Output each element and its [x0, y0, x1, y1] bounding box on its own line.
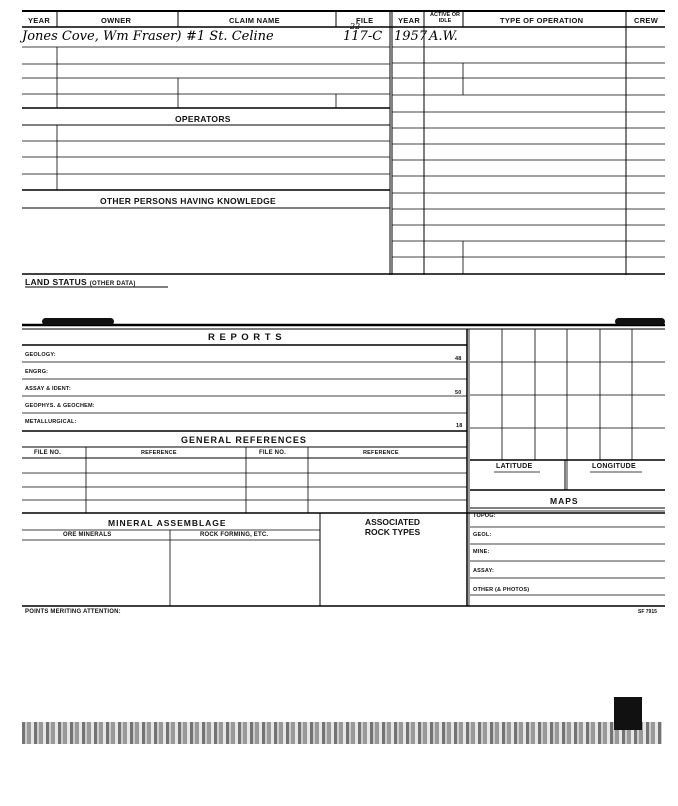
year-entry: 1957 [394, 29, 428, 44]
report-assay: ASSAY & IDENT: [25, 386, 71, 392]
other-persons-heading: OTHER PERSONS HAVING KNOWLEDGE [100, 196, 277, 206]
report-geophys: GEOPHYS. & GEOCHEM: [25, 403, 95, 409]
col-claim-name: CLAIM NAME [229, 16, 280, 25]
latitude-label: LATITUDE [496, 463, 533, 470]
maps-topog: TOPOG: [473, 513, 496, 519]
ref-col-file-no-2: FILE NO. [259, 450, 286, 456]
report-metallurgical: METALLURGICAL: [25, 419, 77, 425]
col-owner: OWNER [101, 16, 132, 25]
rock-forming-label: ROCK FORMING, ETC. [200, 532, 269, 538]
claim-entry: #1 St. Celine [186, 29, 274, 44]
mineral-assemblage-heading: MINERAL ASSEMBLAGE [108, 518, 227, 528]
file-entry: 117-C [343, 29, 383, 44]
maps-mine: MINE: [473, 549, 490, 555]
report-geology-num: 48 [455, 356, 462, 362]
maps-other: OTHER (& PHOTOS) [473, 587, 530, 593]
general-references-heading: GENERAL REFERENCES [181, 435, 307, 445]
scan-smudge [42, 318, 114, 325]
col-year-2: YEAR [398, 16, 421, 25]
col-type-of-operation: TYPE OF OPERATION [500, 16, 584, 25]
reports-heading: R E P O R T S [208, 332, 283, 343]
ref-col-file-no-1: FILE NO. [34, 450, 61, 456]
form-code: SF 7915 [638, 609, 657, 615]
report-geology: GEOLOGY: [25, 352, 56, 358]
active-entry: A.W. [429, 29, 458, 44]
land-status-heading [25, 277, 136, 287]
scan-smudge [615, 318, 665, 325]
longitude-label: LONGITUDE [592, 463, 636, 470]
ref-col-reference-2: REFERENCE [363, 450, 399, 456]
ref-col-reference-1: REFERENCE [141, 450, 177, 456]
col-crew: CREW [634, 16, 659, 25]
col-file: FILE [356, 16, 374, 25]
associated-rock-types-heading: ASSOCIATED ROCK TYPES [364, 517, 421, 537]
report-metallurgical-num: 18 [456, 423, 463, 429]
file-above-entry: 22 [350, 22, 361, 31]
col-year: YEAR [28, 16, 51, 25]
ore-minerals-label: ORE MINERALS [63, 532, 112, 538]
land-status-label: LAND STATUS [25, 277, 88, 287]
scan-noise-band [22, 722, 662, 744]
points-meriting-attention: POINTS MERITING ATTENTION: [25, 609, 121, 615]
report-engrg: ENGRG: [25, 369, 49, 375]
operators-heading: OPERATORS [175, 114, 231, 124]
owner-entry: Jones Cove, Wm Fraser) [22, 29, 182, 44]
maps-heading: MAPS [550, 496, 579, 506]
report-assay-num: 50 [455, 390, 462, 396]
scan-black-block [614, 697, 642, 730]
col-active-or-idle: ACTIVE OR IDLE [430, 12, 460, 24]
maps-geol: GEOL: [473, 532, 492, 538]
land-status-sub: (OTHER DATA) [89, 281, 136, 287]
maps-assay: ASSAY: [473, 568, 495, 574]
